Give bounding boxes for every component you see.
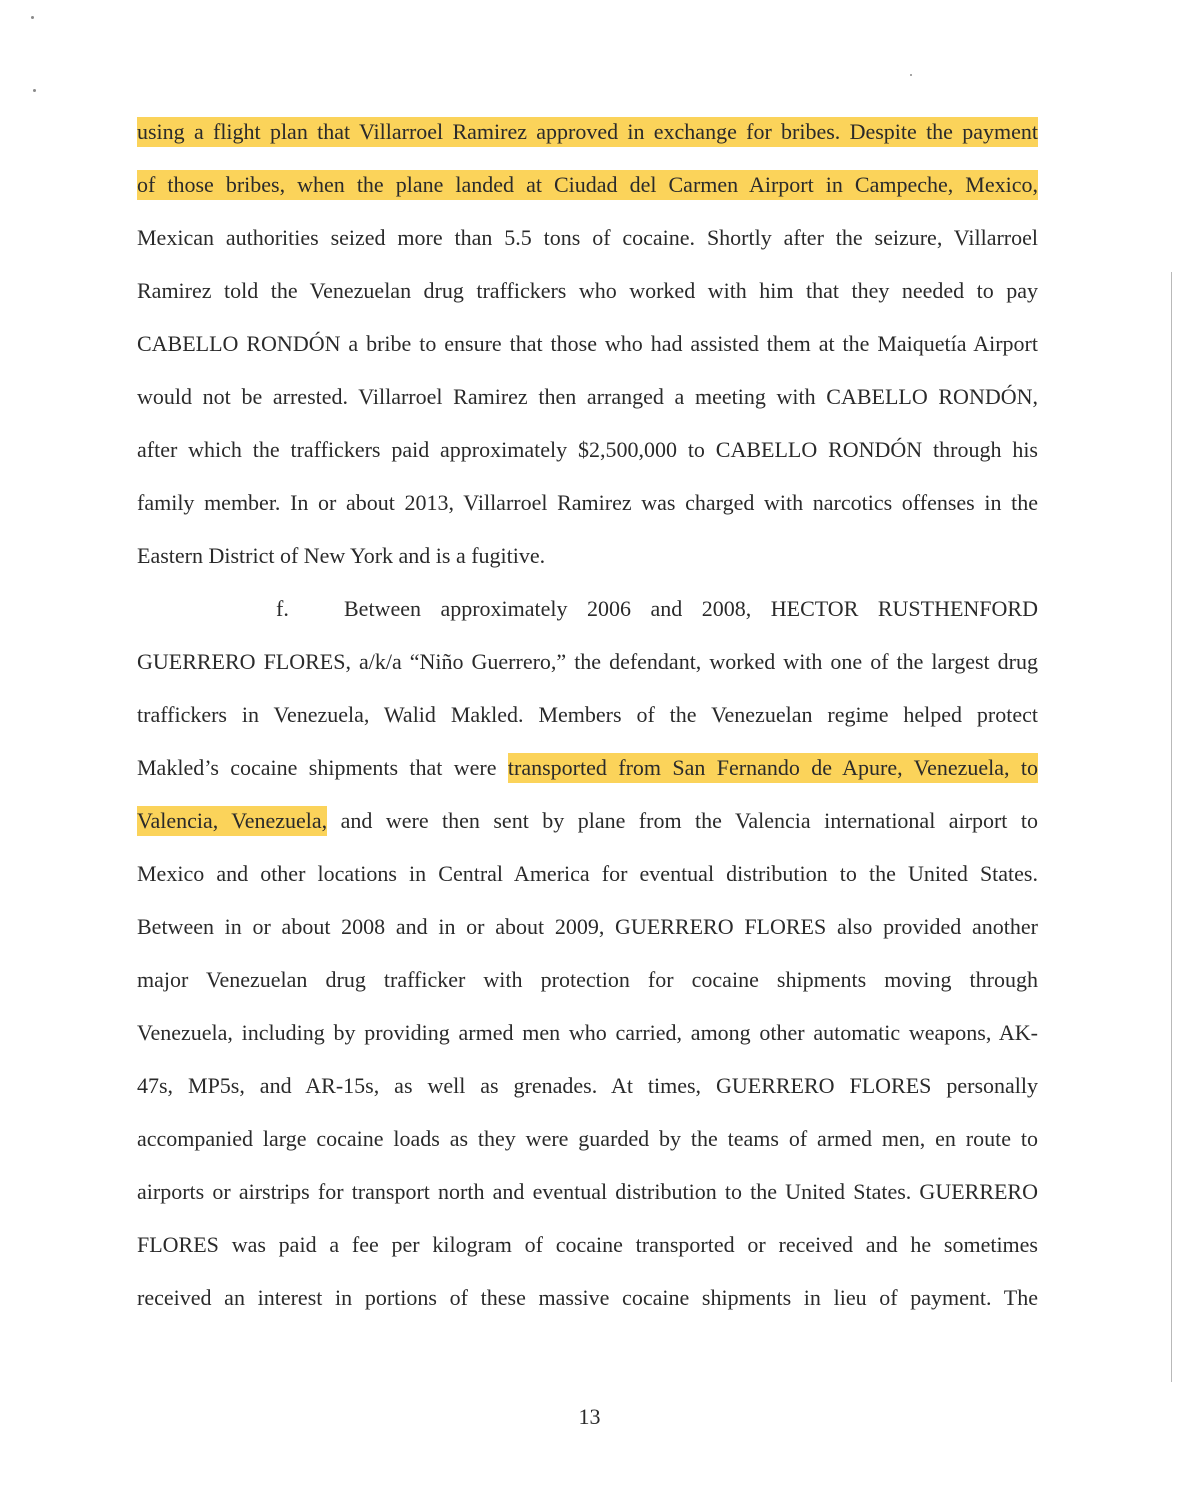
text-line [137, 276, 1038, 306]
line-text: Makled’s cocaine shipments that were [137, 755, 508, 780]
highlighted-text: transported from San Fernando de Apure, Venezuela, to [508, 753, 1038, 783]
line-text: Eastern District of New York and is a fugitive. [137, 543, 546, 568]
line-text: family member. In or about 2013, Villarroel Ramirez was charged with narcotics offenses in the [137, 490, 1038, 515]
text-line [137, 223, 1038, 253]
text-line [137, 1071, 1038, 1101]
text-line [137, 912, 1038, 942]
text-line [137, 541, 1038, 571]
text-line [137, 859, 1038, 889]
text-line [276, 594, 1038, 624]
text-line [137, 117, 1038, 147]
line-text: FLORES was paid a fee per kilogram of cocaine transported or received and he sometimes [137, 1232, 1038, 1257]
scan-speck [910, 74, 912, 76]
line-text: CABELLO RONDÓN a bribe to ensure that those who had assisted them at the Maiquetía Airport [137, 331, 1038, 356]
list-item-label: f. [276, 596, 289, 621]
line-text: airports or airstrips for transport north and eventual distribution to the United States. GUERRERO [137, 1179, 1038, 1204]
text-line [137, 329, 1038, 359]
line-text: Between approximately 2006 and 2008, HECTOR RUSTHENFORD [344, 596, 1038, 621]
text-line [137, 1177, 1038, 1207]
line-text: traffickers in Venezuela, Walid Makled. Members of the Venezuelan regime helped protect [137, 702, 1038, 727]
text-line [137, 1283, 1038, 1313]
line-text: accompanied large cocaine loads as they were guarded by the teams of armed men, en route to [137, 1126, 1038, 1151]
text-line [137, 647, 1038, 677]
page-number: 13 [578, 1404, 601, 1429]
line-text: received an interest in portions of these massive cocaine shipments in lieu of payment. The [137, 1285, 1038, 1310]
highlighted-text: of those bribes, when the plane landed at Ciudad del Carmen Airport in Campeche, Mexico, [137, 170, 1038, 200]
text-line [137, 806, 1038, 836]
text-line [137, 170, 1038, 200]
scan-speck [31, 16, 34, 19]
text-line [137, 1230, 1038, 1260]
line-text: Mexican authorities seized more than 5.5 tons of cocaine. Shortly after the seizure, Villarroel [137, 225, 1038, 250]
line-text: Between in or about 2008 and in or about 2009, GUERRERO FLORES also provided another [137, 914, 1038, 939]
text-line [137, 700, 1038, 730]
line-text: Mexico and other locations in Central America for eventual distribution to the United States. [137, 861, 1038, 886]
highlighted-text: using a flight plan that Villarroel Ramirez approved in exchange for bribes. Despite the payment [137, 117, 1038, 147]
scan-margin-line [1171, 272, 1172, 1382]
text-line [137, 1124, 1038, 1154]
line-text: 47s, MP5s, and AR-15s, as well as grenades. At times, GUERRERO FLORES personally [137, 1073, 1038, 1098]
line-text: Venezuela, including by providing armed men who carried, among other automatic weapons, AK- [137, 1020, 1038, 1045]
line-text: Ramirez told the Venezuelan drug traffickers who worked with him that they needed to pay [137, 278, 1038, 303]
highlighted-text: Valencia, Venezuela, [137, 806, 327, 836]
line-text: would not be arrested. Villarroel Ramirez then arranged a meeting with CABELLO RONDÓN, [137, 384, 1038, 409]
line-text: major Venezuelan drug trafficker with protection for cocaine shipments moving through [137, 967, 1038, 992]
text-line [137, 753, 1038, 783]
line-text: and were then sent by plane from the Valencia international airport to [327, 808, 1038, 833]
text-line [137, 435, 1038, 465]
text-line [137, 1018, 1038, 1048]
line-text: after which the traffickers paid approximately $2,500,000 to CABELLO RONDÓN through his [137, 437, 1038, 462]
scan-speck [33, 89, 36, 92]
line-text: GUERRERO FLORES, a/k/a “Niño Guerrero,” the defendant, worked with one of the largest drug [137, 649, 1038, 674]
text-line [137, 488, 1038, 518]
text-line [137, 382, 1038, 412]
text-line [137, 965, 1038, 995]
